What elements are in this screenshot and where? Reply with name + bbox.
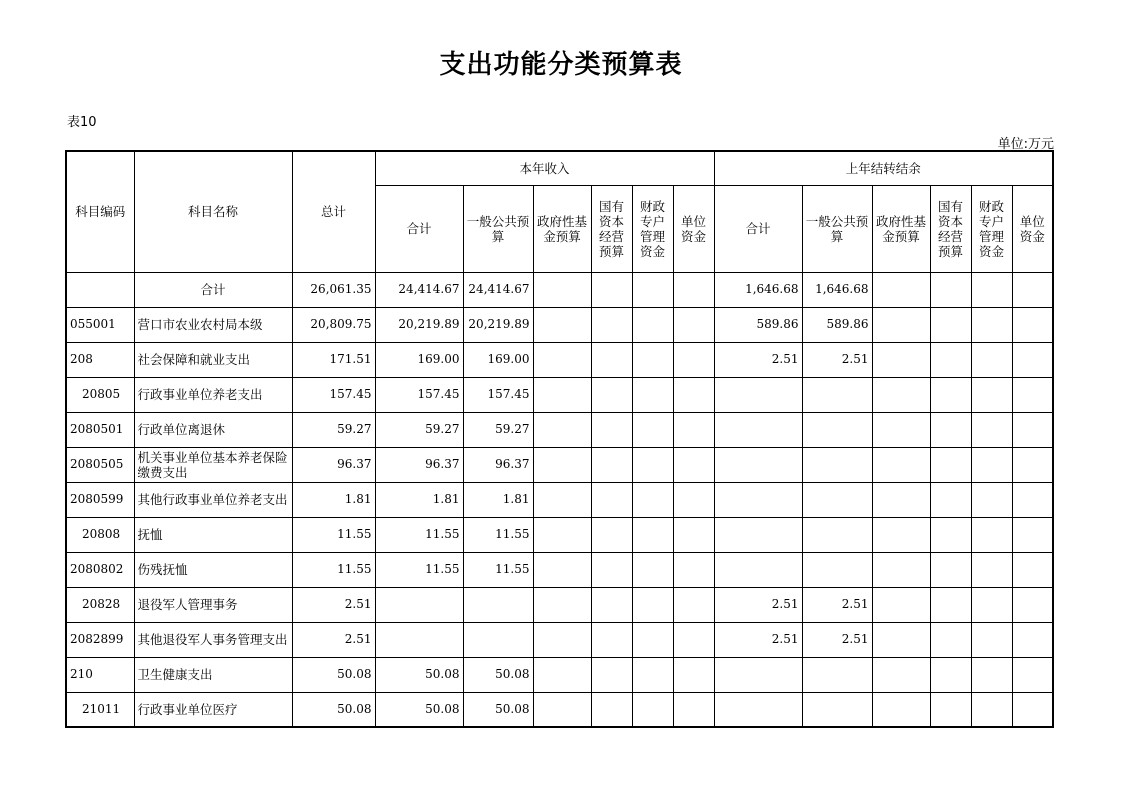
cell-total: 59.27 bbox=[292, 412, 375, 447]
cell-co-general: 1,646.68 bbox=[802, 272, 872, 307]
cell-co-fiscal bbox=[971, 377, 1012, 412]
cell-cy-fiscal bbox=[632, 587, 673, 622]
cell-cy-general: 20,219.89 bbox=[463, 307, 533, 342]
cell-name: 营口市农业农村局本级 bbox=[134, 307, 292, 342]
cell-cy-gov bbox=[533, 447, 591, 482]
cell-co-fiscal bbox=[971, 587, 1012, 622]
cell-cy-state bbox=[591, 587, 632, 622]
cell-name: 抚恤 bbox=[134, 517, 292, 552]
cell-co-general bbox=[802, 377, 872, 412]
cell-co-gov bbox=[872, 552, 930, 587]
cell-co-general bbox=[802, 552, 872, 587]
cell-cy-fiscal bbox=[632, 657, 673, 692]
cell-co-gov bbox=[872, 307, 930, 342]
cell-co-state bbox=[930, 482, 971, 517]
unit-label: 单位:万元 bbox=[997, 137, 1054, 152]
cell-co-sum bbox=[714, 447, 802, 482]
cell-co-unit bbox=[1012, 307, 1053, 342]
cell-cy-unit bbox=[673, 622, 714, 657]
cell-cy-sum: 20,219.89 bbox=[375, 307, 463, 342]
cell-cy-general: 169.00 bbox=[463, 342, 533, 377]
cell-cy-gov bbox=[533, 342, 591, 377]
cell-cy-general: 1.81 bbox=[463, 482, 533, 517]
cell-co-gov bbox=[872, 587, 930, 622]
cell-co-unit bbox=[1012, 377, 1053, 412]
cell-cy-unit bbox=[673, 342, 714, 377]
cell-code: 20808 bbox=[66, 517, 134, 552]
cell-cy-unit bbox=[673, 307, 714, 342]
cell-cy-sum: 169.00 bbox=[375, 342, 463, 377]
cell-co-gov bbox=[872, 272, 930, 307]
cell-co-state bbox=[930, 447, 971, 482]
cell-cy-state bbox=[591, 657, 632, 692]
cell-cy-fiscal bbox=[632, 342, 673, 377]
cell-cy-fiscal bbox=[632, 517, 673, 552]
cell-cy-gov bbox=[533, 412, 591, 447]
header-name: 科目名称 bbox=[134, 151, 292, 272]
cell-co-unit bbox=[1012, 342, 1053, 377]
cell-co-sum bbox=[714, 517, 802, 552]
cell-code: 055001 bbox=[66, 307, 134, 342]
cell-total: 11.55 bbox=[292, 517, 375, 552]
cell-total: 11.55 bbox=[292, 552, 375, 587]
cell-co-sum bbox=[714, 692, 802, 727]
cell-cy-sum: 1.81 bbox=[375, 482, 463, 517]
cell-code: 2080802 bbox=[66, 552, 134, 587]
cell-name: 伤残抚恤 bbox=[134, 552, 292, 587]
cell-co-fiscal bbox=[971, 272, 1012, 307]
cell-co-fiscal bbox=[971, 517, 1012, 552]
cell-cy-gov bbox=[533, 272, 591, 307]
cell-cy-general: 50.08 bbox=[463, 692, 533, 727]
cell-co-unit bbox=[1012, 482, 1053, 517]
cell-cy-state bbox=[591, 342, 632, 377]
cell-co-unit bbox=[1012, 272, 1053, 307]
cell-code: 210 bbox=[66, 657, 134, 692]
cell-co-sum: 2.51 bbox=[714, 342, 802, 377]
header-co-fiscal-special: 财政专户管理资金 bbox=[971, 185, 1012, 272]
header-co-subtotal: 合计 bbox=[714, 185, 802, 272]
cell-cy-gov bbox=[533, 482, 591, 517]
cell-cy-general: 157.45 bbox=[463, 377, 533, 412]
cell-cy-fiscal bbox=[632, 412, 673, 447]
cell-co-gov bbox=[872, 342, 930, 377]
cell-co-fiscal bbox=[971, 552, 1012, 587]
cell-co-sum: 589.86 bbox=[714, 307, 802, 342]
cell-code: 2080599 bbox=[66, 482, 134, 517]
cell-co-fiscal bbox=[971, 307, 1012, 342]
cell-cy-state bbox=[591, 307, 632, 342]
cell-cy-gov bbox=[533, 377, 591, 412]
cell-cy-state bbox=[591, 412, 632, 447]
cell-co-general: 2.51 bbox=[802, 342, 872, 377]
cell-co-state bbox=[930, 517, 971, 552]
cell-cy-state bbox=[591, 552, 632, 587]
header-cy-state-capital: 国有资本经营预算 bbox=[591, 185, 632, 272]
cell-co-fiscal bbox=[971, 342, 1012, 377]
cell-cy-fiscal bbox=[632, 272, 673, 307]
cell-cy-state bbox=[591, 692, 632, 727]
cell-co-state bbox=[930, 692, 971, 727]
cell-cy-fiscal bbox=[632, 447, 673, 482]
cell-co-state bbox=[930, 552, 971, 587]
cell-code: 20805 bbox=[66, 377, 134, 412]
cell-name: 退役军人管理事务 bbox=[134, 587, 292, 622]
cell-code: 21011 bbox=[66, 692, 134, 727]
cell-cy-gov bbox=[533, 587, 591, 622]
cell-co-unit bbox=[1012, 552, 1053, 587]
cell-co-gov bbox=[872, 482, 930, 517]
table-row bbox=[66, 412, 1053, 447]
cell-cy-unit bbox=[673, 657, 714, 692]
cell-cy-general: 50.08 bbox=[463, 657, 533, 692]
cell-cy-sum: 50.08 bbox=[375, 657, 463, 692]
cell-cy-gov bbox=[533, 552, 591, 587]
cell-total: 20,809.75 bbox=[292, 307, 375, 342]
cell-co-general bbox=[802, 412, 872, 447]
cell-co-gov bbox=[872, 622, 930, 657]
header-co-state-capital: 国有资本经营预算 bbox=[930, 185, 971, 272]
cell-cy-unit bbox=[673, 517, 714, 552]
cell-cy-fiscal bbox=[632, 307, 673, 342]
cell-co-sum: 2.51 bbox=[714, 622, 802, 657]
cell-cy-gov bbox=[533, 517, 591, 552]
cell-cy-unit bbox=[673, 377, 714, 412]
cell-cy-sum bbox=[375, 622, 463, 657]
cell-cy-general bbox=[463, 622, 533, 657]
table-number: 表10 bbox=[67, 115, 97, 130]
cell-co-general bbox=[802, 447, 872, 482]
cell-code: 2080505 bbox=[66, 447, 134, 482]
header-cy-unit-fund: 单位资金 bbox=[673, 185, 714, 272]
page-title: 支出功能分类预算表 bbox=[439, 50, 683, 80]
cell-cy-general: 59.27 bbox=[463, 412, 533, 447]
cell-cy-general bbox=[463, 587, 533, 622]
cell-total: 2.51 bbox=[292, 622, 375, 657]
cell-co-state bbox=[930, 307, 971, 342]
table-row bbox=[66, 552, 1053, 587]
cell-co-sum bbox=[714, 412, 802, 447]
budget-table bbox=[65, 150, 1054, 728]
cell-co-gov bbox=[872, 447, 930, 482]
cell-co-state bbox=[930, 342, 971, 377]
cell-name: 行政事业单位医疗 bbox=[134, 692, 292, 727]
cell-co-general bbox=[802, 657, 872, 692]
header-cy-general: 一般公共预算 bbox=[463, 185, 533, 272]
cell-name: 其他退役军人事务管理支出 bbox=[134, 622, 292, 657]
cell-co-state bbox=[930, 272, 971, 307]
cell-total: 2.51 bbox=[292, 587, 375, 622]
cell-co-state bbox=[930, 412, 971, 447]
cell-co-unit bbox=[1012, 657, 1053, 692]
cell-co-unit bbox=[1012, 692, 1053, 727]
cell-co-sum: 2.51 bbox=[714, 587, 802, 622]
cell-cy-general: 11.55 bbox=[463, 552, 533, 587]
cell-cy-gov bbox=[533, 657, 591, 692]
cell-co-sum bbox=[714, 657, 802, 692]
cell-co-general: 2.51 bbox=[802, 622, 872, 657]
cell-co-fiscal bbox=[971, 482, 1012, 517]
cell-co-fiscal bbox=[971, 622, 1012, 657]
cell-co-state bbox=[930, 377, 971, 412]
cell-cy-state bbox=[591, 377, 632, 412]
cell-cy-fiscal bbox=[632, 482, 673, 517]
cell-code: 208 bbox=[66, 342, 134, 377]
table-row bbox=[66, 482, 1053, 517]
cell-code bbox=[66, 272, 134, 307]
cell-cy-unit bbox=[673, 412, 714, 447]
cell-co-sum bbox=[714, 552, 802, 587]
cell-name: 社会保障和就业支出 bbox=[134, 342, 292, 377]
cell-cy-state bbox=[591, 447, 632, 482]
cell-co-gov bbox=[872, 412, 930, 447]
cell-cy-unit bbox=[673, 692, 714, 727]
cell-cy-state bbox=[591, 622, 632, 657]
cell-cy-unit bbox=[673, 482, 714, 517]
table-row bbox=[66, 272, 1053, 307]
cell-cy-fiscal bbox=[632, 552, 673, 587]
cell-co-general: 2.51 bbox=[802, 587, 872, 622]
cell-cy-sum bbox=[375, 587, 463, 622]
cell-co-general bbox=[802, 517, 872, 552]
table-row bbox=[66, 342, 1053, 377]
cell-co-gov bbox=[872, 657, 930, 692]
cell-co-unit bbox=[1012, 622, 1053, 657]
cell-cy-general: 11.55 bbox=[463, 517, 533, 552]
header-co-general: 一般公共预算 bbox=[802, 185, 872, 272]
cell-total: 26,061.35 bbox=[292, 272, 375, 307]
cell-total: 96.37 bbox=[292, 447, 375, 482]
cell-co-unit bbox=[1012, 517, 1053, 552]
cell-code: 2082899 bbox=[66, 622, 134, 657]
cell-co-unit bbox=[1012, 587, 1053, 622]
cell-co-gov bbox=[872, 692, 930, 727]
cell-cy-gov bbox=[533, 692, 591, 727]
cell-name: 行政单位离退休 bbox=[134, 412, 292, 447]
header-cy-fiscal-special: 财政专户管理资金 bbox=[632, 185, 673, 272]
cell-co-sum bbox=[714, 377, 802, 412]
table-row bbox=[66, 587, 1053, 622]
cell-name: 机关事业单位基本养老保险缴费支出 bbox=[134, 447, 292, 482]
cell-cy-unit bbox=[673, 552, 714, 587]
cell-cy-state bbox=[591, 517, 632, 552]
cell-name: 卫生健康支出 bbox=[134, 657, 292, 692]
table-row bbox=[66, 657, 1053, 692]
table-row bbox=[66, 447, 1053, 482]
cell-code: 20828 bbox=[66, 587, 134, 622]
cell-cy-state bbox=[591, 272, 632, 307]
cell-cy-sum: 11.55 bbox=[375, 517, 463, 552]
cell-co-fiscal bbox=[971, 412, 1012, 447]
cell-cy-general: 96.37 bbox=[463, 447, 533, 482]
cell-cy-unit bbox=[673, 272, 714, 307]
cell-co-general bbox=[802, 692, 872, 727]
cell-co-gov bbox=[872, 517, 930, 552]
cell-total: 50.08 bbox=[292, 657, 375, 692]
header-co-gov-fund: 政府性基金预算 bbox=[872, 185, 930, 272]
cell-cy-sum: 11.55 bbox=[375, 552, 463, 587]
header-cy-subtotal: 合计 bbox=[375, 185, 463, 272]
cell-co-gov bbox=[872, 377, 930, 412]
cell-cy-fiscal bbox=[632, 377, 673, 412]
header-total: 总计 bbox=[292, 151, 375, 272]
cell-cy-sum: 96.37 bbox=[375, 447, 463, 482]
cell-co-sum: 1,646.68 bbox=[714, 272, 802, 307]
cell-cy-state bbox=[591, 482, 632, 517]
cell-co-state bbox=[930, 657, 971, 692]
header-carryover: 上年结转结余 bbox=[714, 151, 1053, 185]
table-row bbox=[66, 622, 1053, 657]
cell-code: 2080501 bbox=[66, 412, 134, 447]
cell-co-unit bbox=[1012, 412, 1053, 447]
cell-cy-unit bbox=[673, 447, 714, 482]
cell-co-sum bbox=[714, 482, 802, 517]
cell-cy-fiscal bbox=[632, 622, 673, 657]
cell-co-general bbox=[802, 482, 872, 517]
cell-cy-unit bbox=[673, 587, 714, 622]
cell-cy-sum: 50.08 bbox=[375, 692, 463, 727]
cell-total: 1.81 bbox=[292, 482, 375, 517]
cell-name: 其他行政事业单位养老支出 bbox=[134, 482, 292, 517]
cell-total: 157.45 bbox=[292, 377, 375, 412]
header-cy-gov-fund: 政府性基金预算 bbox=[533, 185, 591, 272]
cell-cy-fiscal bbox=[632, 692, 673, 727]
cell-cy-sum: 24,414.67 bbox=[375, 272, 463, 307]
cell-co-general: 589.86 bbox=[802, 307, 872, 342]
cell-cy-sum: 157.45 bbox=[375, 377, 463, 412]
header-current-year: 本年收入 bbox=[375, 151, 714, 185]
table-row bbox=[66, 377, 1053, 412]
cell-co-state bbox=[930, 587, 971, 622]
cell-cy-gov bbox=[533, 622, 591, 657]
header-code: 科目编码 bbox=[66, 151, 134, 272]
cell-total: 171.51 bbox=[292, 342, 375, 377]
table-row bbox=[66, 517, 1053, 552]
table-row bbox=[66, 692, 1053, 727]
cell-co-state bbox=[930, 622, 971, 657]
cell-cy-sum: 59.27 bbox=[375, 412, 463, 447]
cell-cy-general: 24,414.67 bbox=[463, 272, 533, 307]
cell-co-unit bbox=[1012, 447, 1053, 482]
cell-co-fiscal bbox=[971, 447, 1012, 482]
cell-co-fiscal bbox=[971, 692, 1012, 727]
table-row bbox=[66, 307, 1053, 342]
cell-name: 行政事业单位养老支出 bbox=[134, 377, 292, 412]
cell-co-fiscal bbox=[971, 657, 1012, 692]
cell-cy-gov bbox=[533, 307, 591, 342]
header-co-unit-fund: 单位资金 bbox=[1012, 185, 1053, 272]
cell-name: 合计 bbox=[134, 272, 292, 307]
cell-total: 50.08 bbox=[292, 692, 375, 727]
